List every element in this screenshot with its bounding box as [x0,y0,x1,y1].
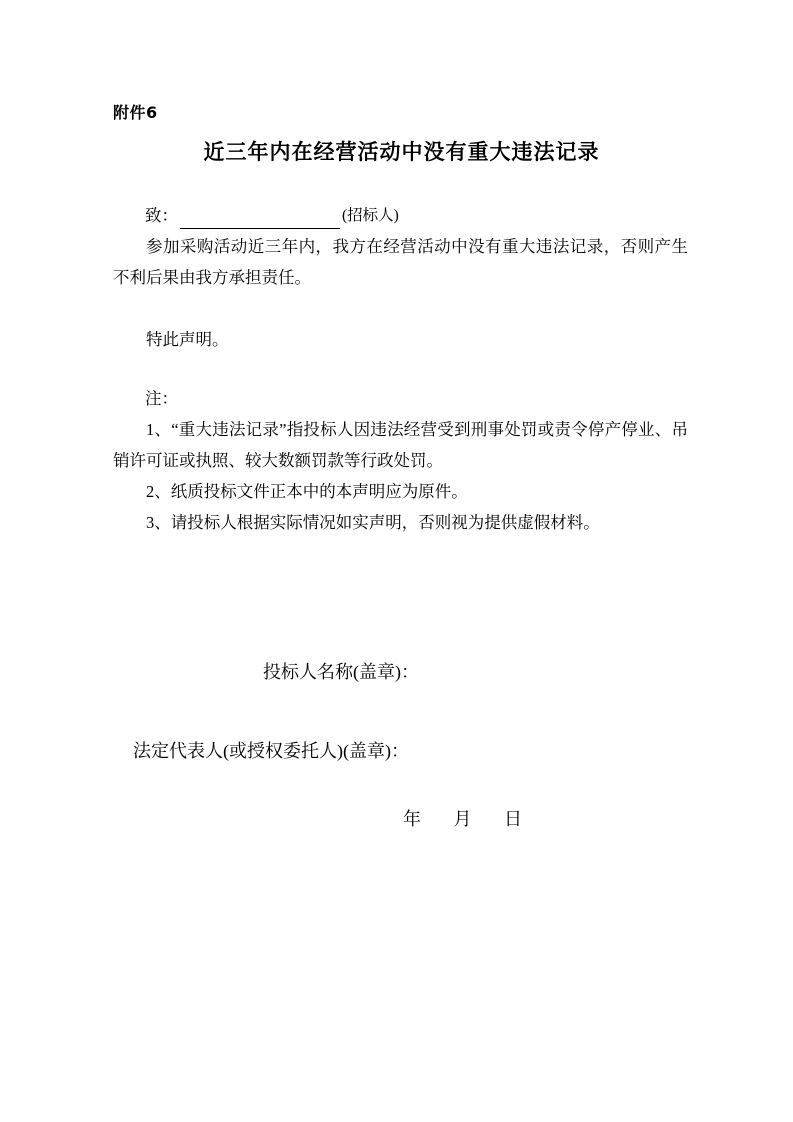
statement-paragraph: 参加采购活动近三年内，我方在经营活动中没有重大违法记录，否则产生不利后果由我方承担责任。 [113,237,688,287]
date-year-label: 年 [403,809,423,829]
signature-block [113,655,688,836]
attachment-label: 附件6 [113,103,158,122]
addressee-line [113,200,688,231]
addressee-suffix: (招标人) [342,207,399,224]
bidder-name-line: 投标人名称(盖章)： [263,662,419,682]
date-month-label: 月 [453,809,474,829]
note-item: 2、纸质投标文件正本中的本声明应为原件。 [146,482,468,501]
date-day-label: 日 [504,809,524,829]
spacer-1 [113,293,688,324]
note-item: 3、请投标人根据实际情况如实声明，否则视为提供虚假材料。 [146,513,600,532]
date-line [113,802,688,836]
declaration-paragraph: 特此声明。 [146,330,229,349]
addressee-input[interactable] [180,209,340,229]
spacer-2 [113,355,688,383]
addressee-label: 致： [145,206,178,225]
legal-representative-line: 法定代表人(或授权委托人)(盖章)： [133,741,409,761]
page-title: 近三年内在经营活动中没有重大违法记录 [203,140,600,164]
notes-heading: 注： [145,389,178,408]
document-body [113,200,688,538]
note-item: 1、“重大违法记录”指投标人因违法经营受到刑事处罚或责令停产停业、吊销许可证或执照、较大数额罚款等行政处罚。 [113,420,688,470]
